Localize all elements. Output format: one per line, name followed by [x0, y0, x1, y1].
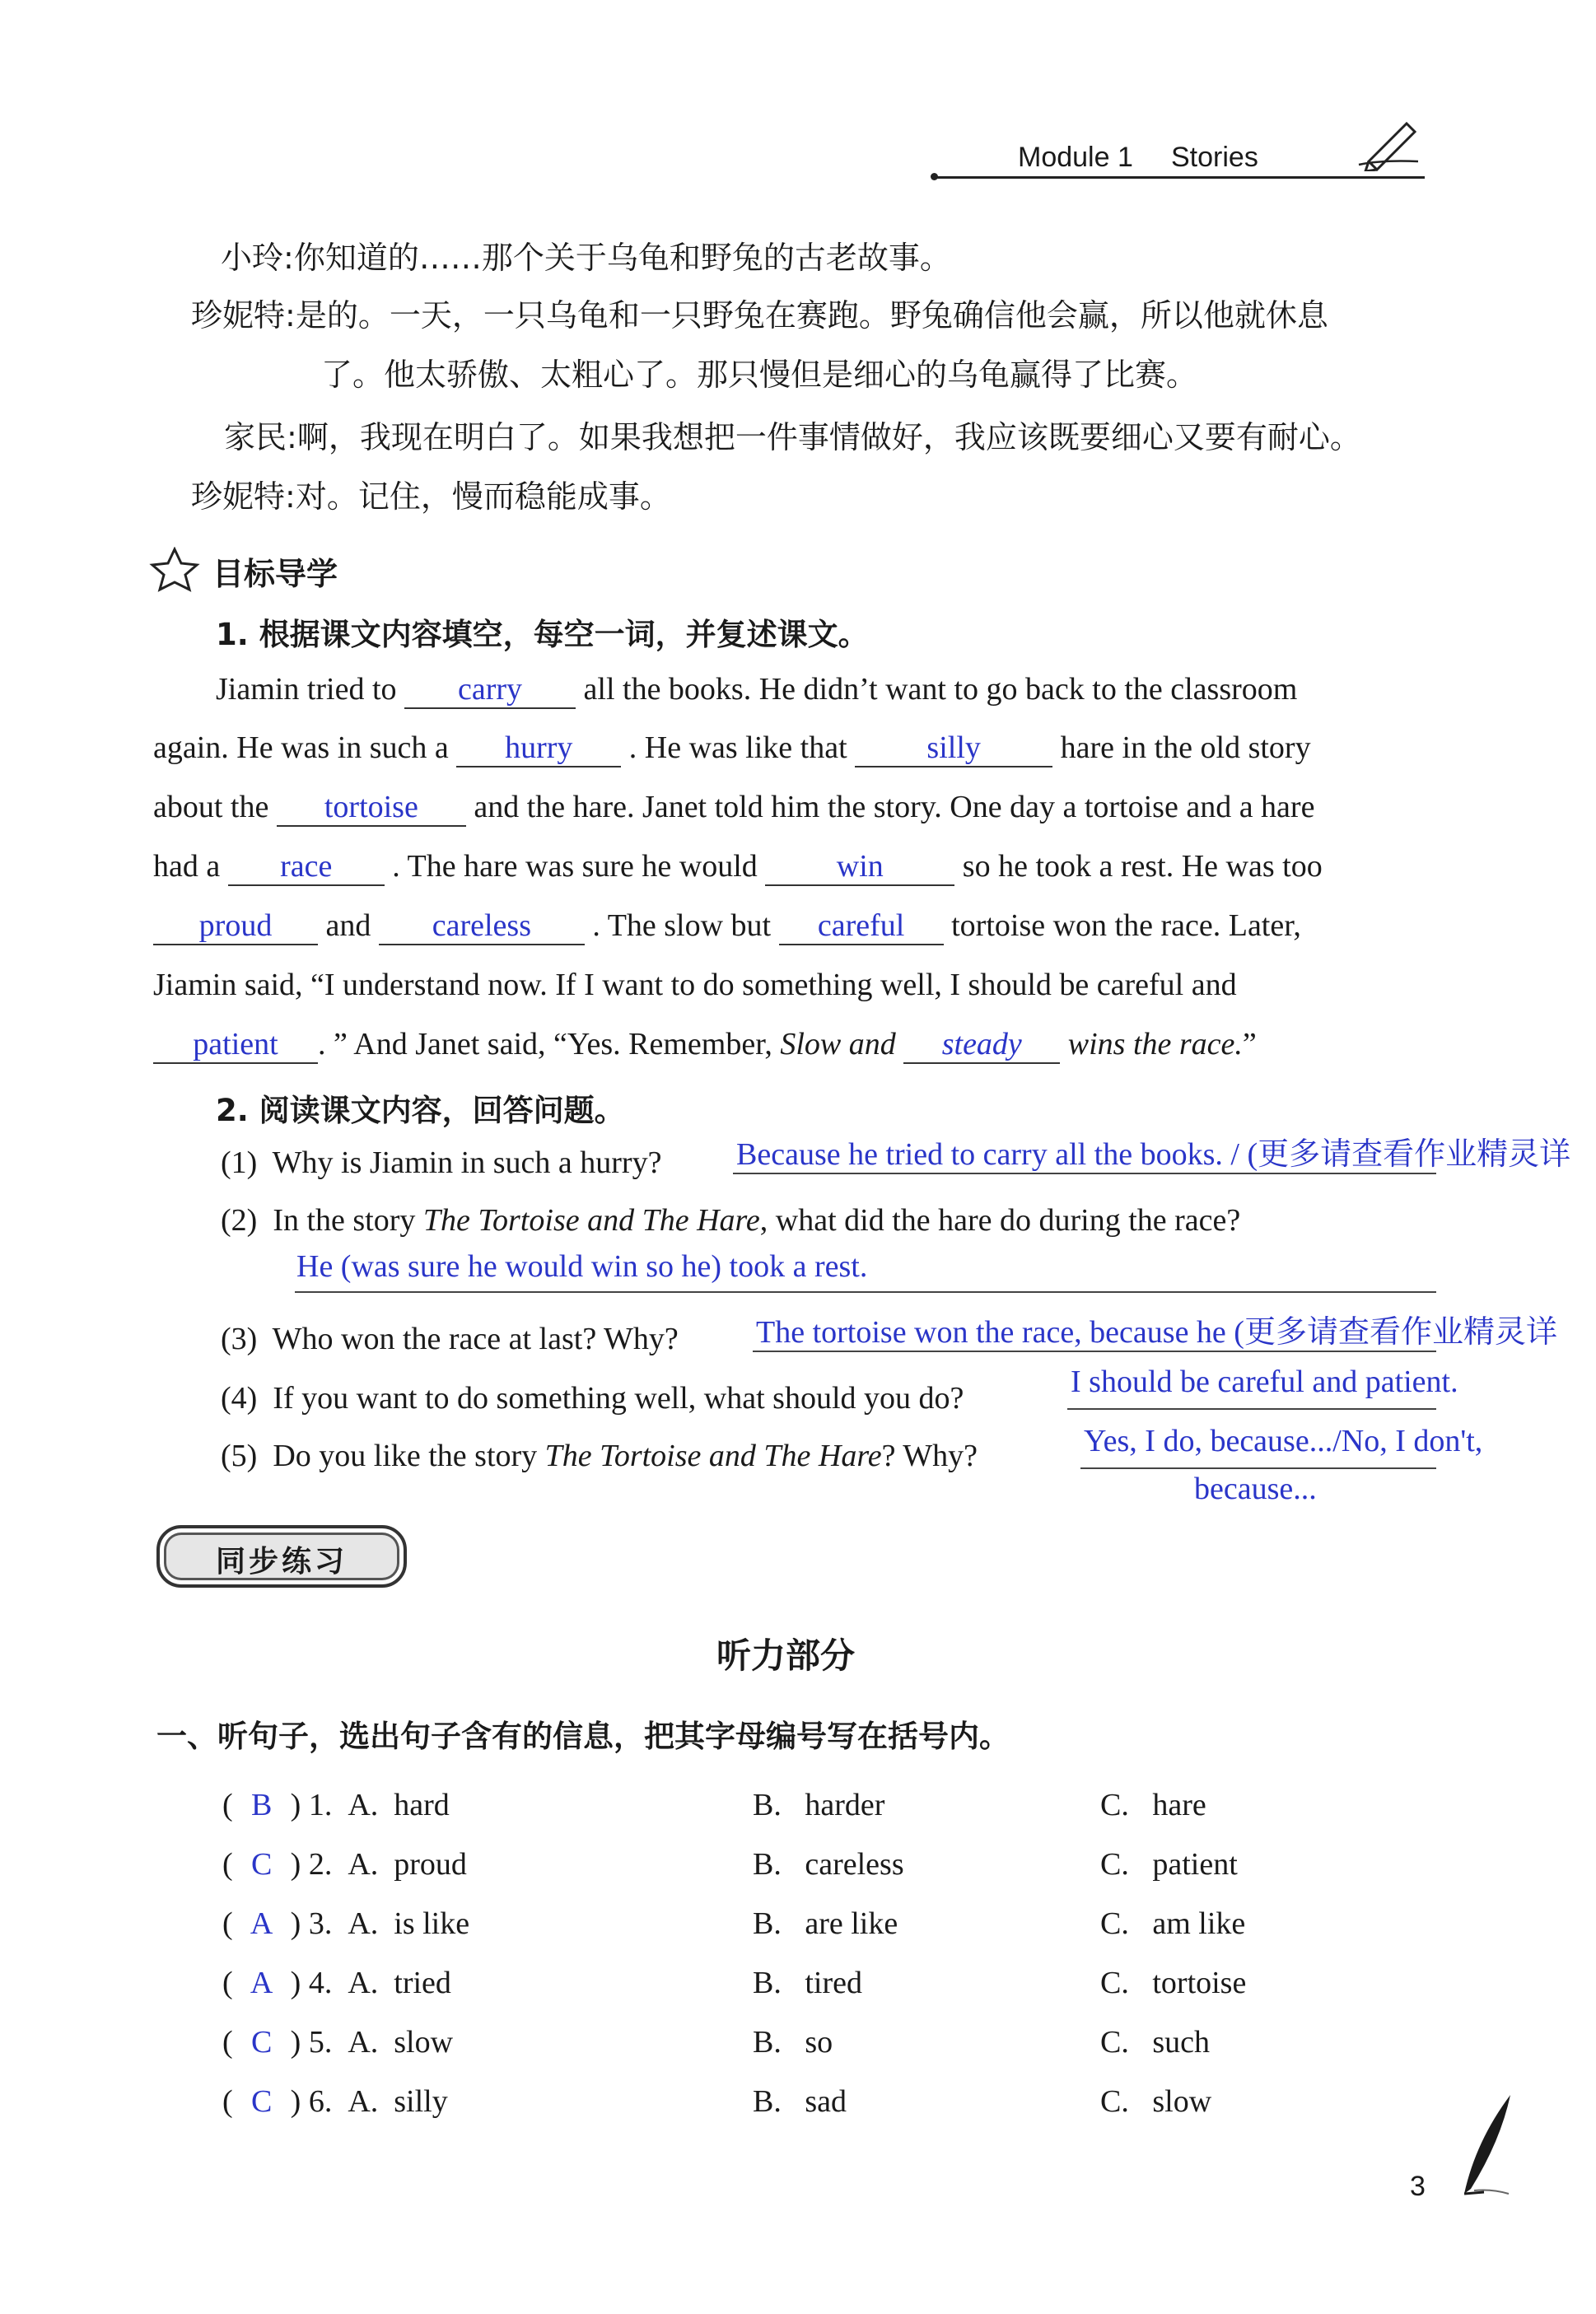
section-title-goal: 目标导学	[212, 556, 338, 592]
page-number: 3	[1410, 2171, 1426, 2202]
header-title: Stories	[1171, 142, 1258, 173]
answer-blank: patient	[153, 1026, 318, 1064]
mc-number: 4.	[308, 1966, 333, 2000]
mc-row: ( B ) 1. A. hard	[222, 1788, 450, 1822]
q2-question: (5) Do you like the story The Tortoise and The Hare? Why?	[221, 1439, 978, 1473]
dialogue-line: 小玲:你知道的……那个关于乌龟和野兔的古老故事。	[221, 240, 951, 276]
mc-row: ( C ) 6. A. silly	[222, 2084, 448, 2119]
mc-option-c: C. such	[1100, 2025, 1211, 2060]
answer-blank: steady	[903, 1026, 1060, 1064]
mc-row: ( C ) 5. A. slow	[222, 2025, 454, 2060]
q2-answer: Yes, I do, because.../No, I don't,	[1084, 1424, 1483, 1458]
mc-option-a: tried	[394, 1966, 451, 2000]
cloze-line: Jiamin said, “I understand now. If I want to do something well, I should be careful and	[153, 968, 1237, 1002]
cloze-line: patient . ” And Janet said, “Yes. Remember, Slow and steady wins the race.”	[153, 1026, 1257, 1064]
answer-rule	[295, 1291, 1436, 1293]
answer-blank: tortoise	[277, 789, 466, 827]
answer-blank: careless	[379, 907, 585, 945]
dialogue-line: 珍妮特:对。记住，慢而稳能成事。	[191, 478, 671, 515]
q2-question: (2) In the story The Tortoise and The Hare, what did the hare do during the race?	[221, 1203, 1241, 1238]
dialogue-line: 珍妮特:是的。一天，一只乌龟和一只野兔在赛跑。野兔确信他会赢，所以他就休息	[191, 297, 1328, 334]
header-dot	[931, 173, 938, 180]
mc-answer[interactable]: C	[250, 2084, 273, 2119]
mc-option-c: C. hare	[1100, 1788, 1206, 1822]
q2-question: (1) Why is Jiamin in such a hurry?	[221, 1145, 662, 1180]
cloze-line: again. He was in such a hurry . He was like that silly hare in the old story	[153, 730, 1311, 767]
mc-option-c: C. patient	[1100, 1847, 1238, 1882]
q1-title: 1. 根据课文内容填空，每空一词，并复述课文。	[216, 617, 869, 652]
mc-answer[interactable]: C	[250, 2025, 273, 2060]
header-rule	[934, 176, 1425, 179]
answer-blank: silly	[855, 730, 1052, 767]
mc-number: 2.	[308, 1847, 333, 1882]
answer-blank: race	[228, 848, 385, 886]
q2-answer: because...	[1194, 1472, 1317, 1506]
feather-icon	[1459, 2092, 1517, 2202]
mc-answer[interactable]: A	[250, 1906, 273, 1941]
q2-answer: He (was sure he would win so he) took a rest.	[296, 1249, 868, 1284]
mc-row: ( C ) 2. A. proud	[222, 1847, 467, 1882]
mc-number: 6.	[308, 2084, 333, 2119]
mc-answer[interactable]: A	[250, 1966, 273, 2000]
mc-option-a: silly	[394, 2084, 448, 2119]
q2-title: 2. 阅读课文内容，回答问题。	[216, 1093, 625, 1128]
dialogue-line: 家民:啊，我现在明白了。如果我想把一件事情做好，我应该既要细心又要有耐心。	[224, 419, 1361, 455]
mc-option-b: B. so	[753, 2025, 833, 2060]
mc-option-b: B. harder	[753, 1788, 885, 1822]
mc-option-a: hard	[394, 1788, 450, 1822]
mc-option-c: C. slow	[1100, 2084, 1212, 2119]
q2-question: (4) If you want to do something well, what should you do?	[221, 1381, 964, 1416]
mc-letter: A.	[348, 1906, 379, 1941]
cloze-line: about the tortoise and the hare. Janet told him the story. One day a tortoise and a hare	[153, 789, 1314, 827]
answer-rule	[753, 1351, 1436, 1352]
listening-title: 听力部分	[716, 1635, 856, 1676]
header-module: Module 1	[1018, 142, 1133, 173]
mc-answer[interactable]: C	[250, 1847, 273, 1882]
mc-number: 1.	[308, 1788, 333, 1822]
answer-blank: hurry	[456, 730, 621, 767]
practice-banner	[156, 1525, 407, 1588]
pencil-icon	[1357, 114, 1423, 175]
answer-rule	[1067, 1408, 1436, 1410]
mc-option-b: B. sad	[753, 2084, 847, 2119]
mc-letter: A.	[348, 1966, 379, 2000]
answer-blank: win	[765, 848, 954, 886]
q2-answer: I should be careful and patient.	[1071, 1365, 1458, 1399]
star-icon	[148, 547, 201, 596]
mc-number: 5.	[308, 2025, 333, 2060]
cloze-line: proud and careless . The slow but careful tortoise won the race. Later,	[153, 907, 1301, 945]
practice-banner-label: 同步练习	[215, 1545, 348, 1579]
q2-answer: The tortoise won the race, because he (更多请查看作业精灵详	[756, 1315, 1557, 1350]
answer-blank: proud	[153, 907, 318, 945]
q2-question: (3) Who won the race at last? Why?	[221, 1322, 679, 1356]
mc-letter: A.	[348, 1847, 379, 1882]
mc-letter: A.	[348, 2025, 379, 2060]
answer-rule	[733, 1173, 1436, 1174]
mc-option-c: C. tortoise	[1100, 1966, 1247, 2000]
listening-instruction: 一、听句子，选出句子含有的信息，把其字母编号写在括号内。	[156, 1719, 1010, 1754]
mc-option-c: C. am like	[1100, 1906, 1246, 1941]
mc-row: ( A ) 4. A. tried	[222, 1966, 451, 2000]
mc-letter: A.	[348, 1788, 379, 1822]
answer-rule	[1080, 1467, 1436, 1469]
mc-letter: A.	[348, 2084, 379, 2119]
mc-option-a: proud	[394, 1847, 467, 1882]
mc-option-a: is like	[394, 1906, 470, 1941]
answer-blank: carry	[404, 671, 576, 709]
mc-option-b: B. tired	[753, 1966, 862, 2000]
mc-row: ( A ) 3. A. is like	[222, 1906, 470, 1941]
mc-option-b: B. are like	[753, 1906, 898, 1941]
cloze-line: had a race . The hare was sure he would win so he took a rest. He was too	[153, 848, 1323, 886]
cloze-line: Jiamin tried to carry all the books. He didn’t want to go back to the classroom	[216, 671, 1297, 709]
mc-option-b: B. careless	[753, 1847, 904, 1882]
mc-answer[interactable]: B	[250, 1788, 273, 1822]
answer-blank: careful	[779, 907, 944, 945]
dialogue-line-cont: 了。他太骄傲、太粗心了。那只慢但是细心的乌龟赢得了比赛。	[321, 357, 1198, 393]
mc-option-a: slow	[394, 2025, 454, 2060]
q2-answer: Because he tried to carry all the books. / (更多请查看作业精灵详	[736, 1137, 1571, 1172]
mc-number: 3.	[308, 1906, 333, 1941]
